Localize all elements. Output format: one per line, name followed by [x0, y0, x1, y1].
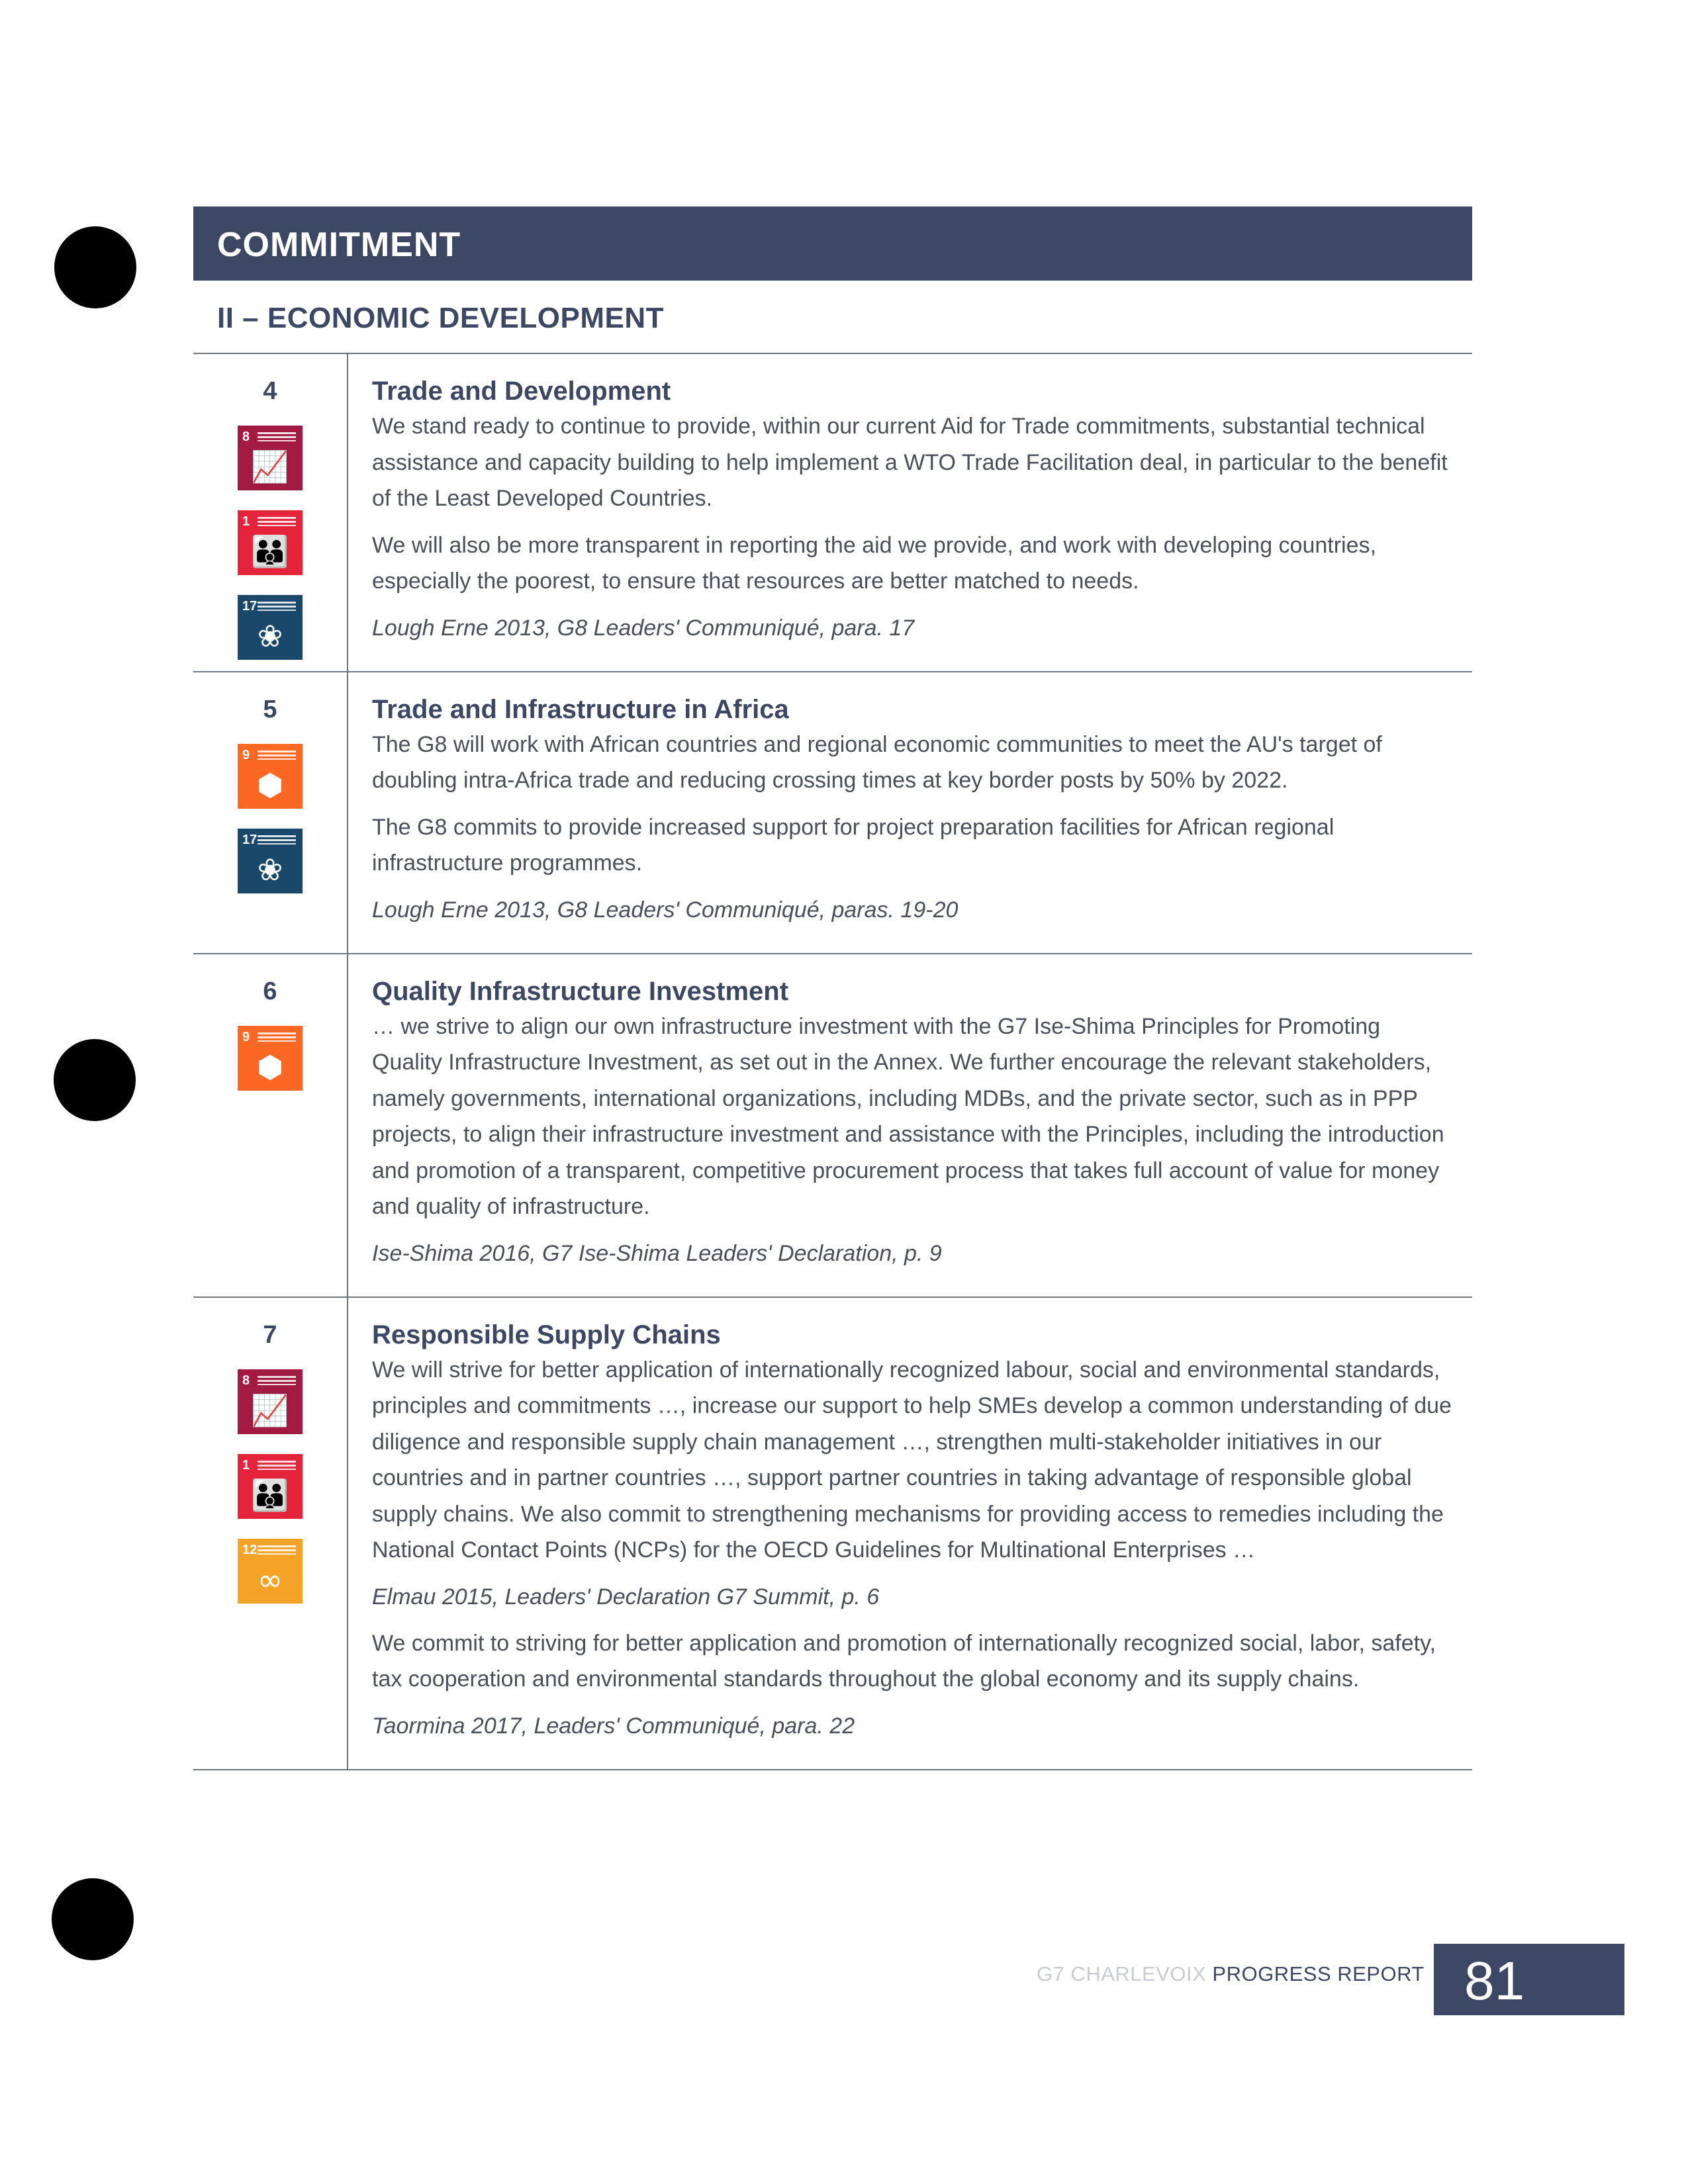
sdg-12-responsible-consumption-icon: 12 ∞	[238, 1539, 303, 1604]
row-number-cell	[193, 954, 348, 1297]
commitment-heading: Quality Infrastructure Investment	[372, 976, 789, 1006]
row-number: 7	[263, 1320, 277, 1349]
row-number-cell	[193, 1298, 348, 1769]
sdg-17-partnerships-icon: 17 ❀	[238, 829, 303, 893]
row-content-cell	[348, 954, 1472, 1297]
commitment-header-bar	[193, 206, 1472, 281]
sdg-17-partnerships-icon: 17 ❀	[238, 595, 303, 660]
table-row	[193, 954, 1472, 1298]
page-number-box	[1434, 1944, 1624, 2015]
commitment-citation: Lough Erne 2013, G8 Leaders' Communiqué, paras. 19-20	[372, 897, 959, 923]
sdg-8-decent-work-icon: 8 📈	[238, 426, 303, 490]
row-content-cell	[348, 1298, 1472, 1769]
commitment-citation: Taormina 2017, Leaders' Communiqué, para. 22	[372, 1713, 855, 1739]
section-title: II – ECONOMIC DEVELOPMENT	[217, 302, 665, 334]
row-number-cell	[193, 672, 348, 953]
sdg-8-decent-work-icon: 8 📈	[238, 1369, 303, 1434]
row-number: 5	[263, 695, 277, 723]
footer-report-label	[1037, 1962, 1425, 1986]
commitment-paragraph: The G8 commits to provide increased support for project preparation facilities for African regional infrastructure programmes.	[372, 814, 1335, 876]
commitment-citation: Lough Erne 2013, G8 Leaders' Communiqué, para. 17	[372, 615, 915, 641]
commitments-table	[193, 353, 1472, 1770]
commitment-heading: Trade and Infrastructure in Africa	[372, 694, 789, 724]
commitment-heading: Responsible Supply Chains	[372, 1320, 721, 1349]
punch-hole-bottom	[52, 1878, 134, 1960]
commitment-paragraph: We commit to striving for better application and promotion of internationally recognized social, labor, safety, tax cooperation and environmental standards throughout the global economy and its supply chains.	[372, 1630, 1436, 1692]
commitment-paragraph: We stand ready to continue to provide, within our current Aid for Trade commitments, substantial technical assistance and capacity building to help implement a WTO Trade Facilitation deal, in particular to the benefit of the Least Developed Countries.	[372, 414, 1448, 511]
header-title: COMMITMENT	[217, 226, 461, 264]
sdg-9-industry-infrastructure-icon: 9 ⬢	[238, 1026, 303, 1091]
row-number: 6	[263, 977, 277, 1005]
commitment-citation: Elmau 2015, Leaders' Declaration G7 Summit, p. 6	[372, 1584, 880, 1610]
table-row	[193, 1298, 1472, 1770]
commitment-paragraph: … we strive to align our own infrastructure investment with the G7 Ise-Shima Principles for Promoting Quality Infrastructure Investment, as set out in the Annex. We further encourage the relevant stakeholders, namely governments, international organizations, including MDBs, and the private sector, such as in PPP projects, to align their infrastructure investment and assistance with the Principles, including the introduction and promotion of a transparent, competitive procurement process that takes full account of value for money and quality of infrastructure.	[372, 1013, 1444, 1219]
punch-hole-middle	[54, 1039, 136, 1121]
row-content-cell	[348, 354, 1472, 671]
footer-label-dim: G7 CHARLEVOIX	[1037, 1962, 1213, 1985]
table-row	[193, 672, 1472, 954]
commitment-paragraph: We will also be more transparent in reporting the aid we provide, and work with developing countries, especially the poorest, to ensure that resources are better matched to needs.	[372, 532, 1376, 594]
sdg-1-no-poverty-icon: 1 👪	[238, 1454, 303, 1519]
commitment-heading: Trade and Development	[372, 377, 671, 406]
sdg-1-no-poverty-icon: 1 👪	[238, 510, 303, 575]
punch-hole-top	[54, 226, 136, 308]
row-content-cell	[348, 672, 1472, 953]
footer-label-strong: PROGRESS REPORT	[1212, 1962, 1425, 1985]
commitment-citation: Ise-Shima 2016, G7 Ise-Shima Leaders' Declaration, p. 9	[372, 1240, 942, 1266]
table-row	[193, 354, 1472, 672]
commitment-paragraph: We will strive for better application of internationally recognized labour, social and environmental standards, principles and commitments …, increase our support to help SMEs develop a common understanding of due diligence and responsible supply chain management …, strengthen multi-stakeholder initiatives in our countries and in partner countries …, support partner countries in taking advantage of responsible global supply chains. We also commit to strengthening mechanisms for providing access to remedies including the National Contact Points (NCPs) for the OECD Guidelines for Multinational Enterprises …	[372, 1357, 1452, 1563]
row-number: 4	[263, 377, 277, 405]
sdg-9-industry-infrastructure-icon: 9 ⬢	[238, 744, 303, 809]
page-number: 81	[1464, 1951, 1525, 2011]
row-number-cell	[193, 354, 348, 671]
commitment-paragraph: The G8 will work with African countries and regional economic communities to meet the AU's target of doubling intra-Africa trade and reducing crossing times at key border posts by 50% by 2022.	[372, 731, 1382, 793]
